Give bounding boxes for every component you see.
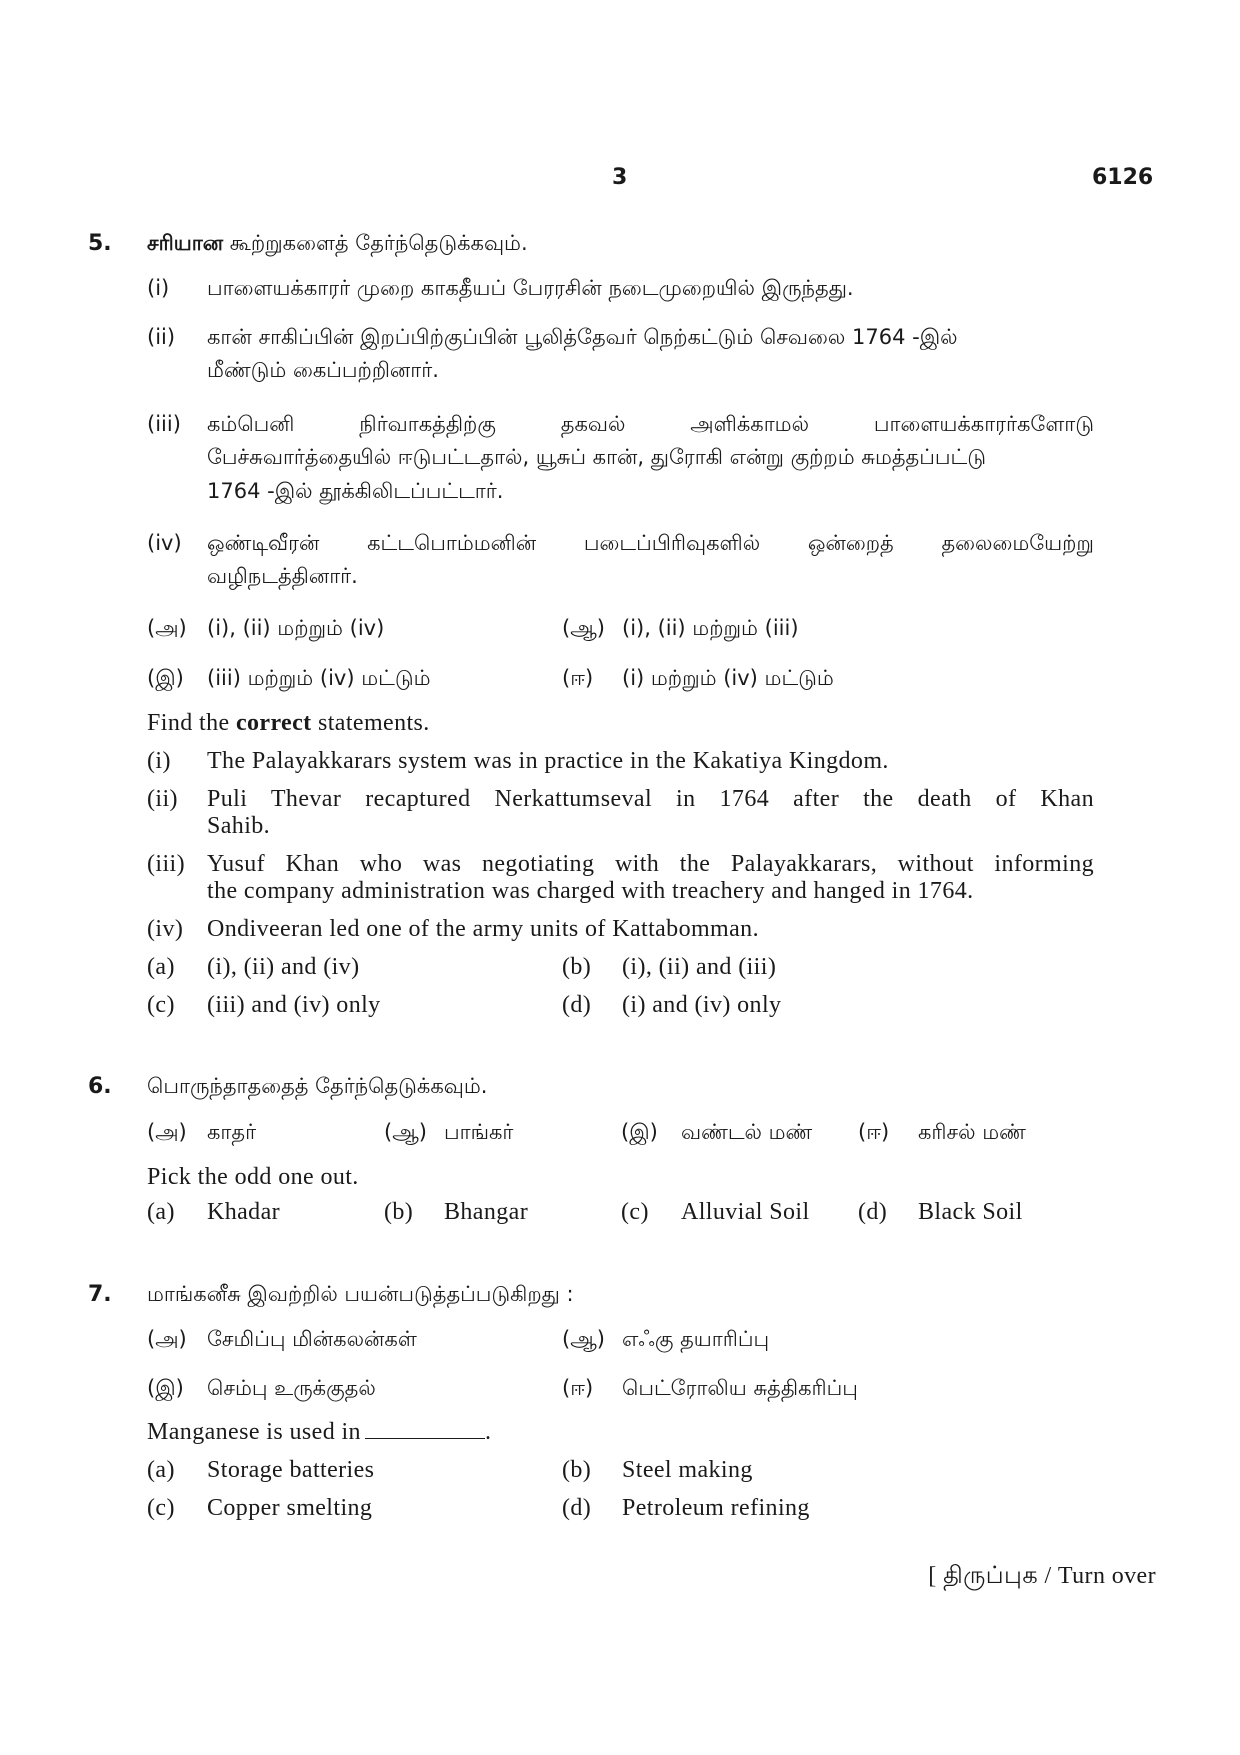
q6-ta-option-text: காதர்: [207, 1120, 257, 1144]
q7-en-option-text: Steel making: [622, 1457, 753, 1483]
q5-en-option-text: (i), (ii) and (iii): [622, 954, 777, 980]
q5-ta-option-label: (ஆ): [562, 616, 605, 640]
q5-en-option-label: (d): [562, 992, 592, 1018]
q5-ta-item-label: (i): [147, 276, 170, 300]
q6-ta-option-label: (இ): [621, 1120, 658, 1144]
q5-english-heading: [147, 710, 430, 737]
q5-en-item-text: Yusuf Khan who was negotiating with the Palayakkarars, without informing: [207, 851, 1094, 877]
q6-en-option-label: (d): [858, 1199, 888, 1225]
question-number-7: 7.: [88, 1282, 112, 1307]
q5-ta-option-text: (i), (ii) மற்றும் (iii): [622, 616, 799, 640]
q6-en-option-label: (a): [147, 1199, 175, 1225]
q5-ta-option-label: (ஈ): [562, 666, 594, 690]
question-number-5: 5.: [88, 231, 112, 256]
q7-tamil-heading: மாங்கனீசு இவற்றில் பயன்படுத்தப்படுகிறது :: [147, 1282, 574, 1306]
q7-en-option-text: Petroleum refining: [622, 1495, 810, 1521]
q5-en-option-text: (i), (ii) and (iv): [207, 954, 360, 980]
q5-en-item-text: Ondiveeran led one of the army units of Kattabomman.: [207, 916, 759, 942]
answer-blank: [365, 1437, 485, 1439]
q5-en-item-label: (i): [147, 748, 171, 774]
q5-ta-option-text: (i), (ii) மற்றும் (iv): [207, 616, 385, 640]
q5-ta-item-label: (iii): [147, 412, 181, 436]
q7-en-option-label: (a): [147, 1457, 175, 1483]
q7-en-option-label: (b): [562, 1457, 592, 1483]
q5-en-option-text: (iii) and (iv) only: [207, 992, 381, 1018]
q7-ta-option-label: (ஆ): [562, 1327, 605, 1351]
q6-en-option-label: (c): [621, 1199, 649, 1225]
q6-en-option-text: Black Soil: [918, 1199, 1023, 1225]
q7-en-option-text: Storage batteries: [207, 1457, 375, 1483]
q7-en-option-label: (d): [562, 1495, 592, 1521]
q5-ta-item-text: 1764 -இல் தூக்கிலிடப்பட்டார்.: [207, 479, 504, 503]
turn-over-footer: [ திருப்புக / Turn over: [928, 1563, 1156, 1589]
page-number: 3: [612, 165, 628, 190]
q7-en-option-label: (c): [147, 1495, 175, 1521]
q7-ta-option-text: சேமிப்பு மின்கலன்கள்: [207, 1327, 417, 1351]
q6-tamil-heading: பொருந்தாததைத் தேர்ந்தெடுக்கவும்.: [147, 1074, 488, 1098]
q7-english-heading-end: .: [484, 1419, 492, 1445]
q5-en-item-text: Sahib.: [207, 813, 271, 839]
q5-en-option-text: (i) and (iv) only: [622, 992, 782, 1018]
q7-en-option-text: Copper smelting: [207, 1495, 373, 1521]
q5-tamil-heading-text: கூற்றுகளைத் தேர்ந்தெடுக்கவும்.: [223, 231, 528, 255]
q5-en-option-label: (b): [562, 954, 592, 980]
q5-en-option-label: (a): [147, 954, 175, 980]
q5-en-item-label: (iii): [147, 851, 185, 877]
q6-ta-option-label: (ஆ): [384, 1120, 427, 1144]
q7-english-heading-text: Manganese is used in: [147, 1419, 361, 1445]
q5-tamil-heading-emphasis: சரியான: [147, 231, 224, 255]
q5-tamil-heading: [147, 231, 528, 258]
q5-ta-item-label: (iv): [147, 531, 182, 555]
q5-ta-option-label: (இ): [147, 666, 184, 690]
q5-en-item-text: Puli Thevar recaptured Nerkattumseval in 1764 after the death of Khan: [207, 786, 1094, 812]
q7-ta-option-label: (அ): [147, 1327, 187, 1351]
q5-ta-item-text: கான் சாகிப்பின் இறப்பிற்குப்பின் பூலித்தேவர் நெற்கட்டும் செவலை 1764 -இல்: [207, 325, 958, 349]
q5-ta-item-label: (ii): [147, 325, 176, 349]
q5-en-option-label: (c): [147, 992, 175, 1018]
q5-ta-option-label: (அ): [147, 616, 187, 640]
q5-en-item-text: the company administration was charged with treachery and hanged in 1764.: [207, 878, 974, 904]
paper-code: 6126: [1092, 165, 1154, 190]
q5-ta-item-text: வழிநடத்தினார்.: [207, 564, 358, 588]
q5-en-item-label: (ii): [147, 786, 178, 812]
q6-ta-option-label: (அ): [147, 1120, 187, 1144]
q6-ta-option-label: (ஈ): [858, 1120, 890, 1144]
q7-ta-option-text: பெட்ரோலிய சுத்திகரிப்பு: [622, 1376, 858, 1400]
q5-en-item-label: (iv): [147, 916, 184, 942]
q7-ta-option-label: (இ): [147, 1376, 184, 1400]
q6-en-option-text: Alluvial Soil: [681, 1199, 810, 1225]
q6-en-option-text: Bhangar: [444, 1199, 529, 1225]
question-number-6: 6.: [88, 1074, 112, 1099]
q5-ta-item-text: மீண்டும் கைப்பற்றினார்.: [207, 358, 439, 382]
q5-ta-option-text: (iii) மற்றும் (iv) மட்டும்: [207, 666, 431, 690]
q6-ta-option-text: கரிசல் மண்: [918, 1120, 1026, 1144]
q6-ta-option-text: பாங்கர்: [444, 1120, 514, 1144]
q6-english-heading: Pick the odd one out.: [147, 1164, 359, 1190]
q5-english-heading-emphasis: correct: [235, 710, 312, 736]
q6-en-option-text: Khadar: [207, 1199, 281, 1225]
q5-ta-item-text: பாளையக்காரர் முறை காகதீயப் பேரரசின் நடைமுறையில் இருந்தது.: [207, 276, 854, 300]
q7-english-heading: [147, 1419, 491, 1446]
q5-ta-item-text: பேச்சுவார்த்தையில் ஈடுபட்டதால், யூசுப் கான், துரோகி என்று குற்றம் சுமத்தப்பட்டு: [207, 445, 986, 469]
q6-en-option-label: (b): [384, 1199, 414, 1225]
q5-ta-item-text: கம்பெனி நிர்வாகத்திற்கு தகவல் அளிக்காமல் பாளையக்காரர்களோடு: [207, 412, 1094, 436]
q5-english-heading-post: statements.: [311, 710, 430, 736]
q5-english-heading-pre: Find the: [147, 710, 236, 736]
q5-ta-option-text: (i) மற்றும் (iv) மட்டும்: [622, 666, 834, 690]
q7-ta-option-label: (ஈ): [562, 1376, 594, 1400]
q6-ta-option-text: வண்டல் மண்: [681, 1120, 813, 1144]
q7-ta-option-text: செம்பு உருக்குதல்: [207, 1376, 376, 1400]
q5-ta-item-text: ஒண்டிவீரன் கட்டபொம்மனின் படைப்பிரிவுகளில் ஒன்றைத் தலைமையேற்று: [207, 531, 1094, 555]
q5-en-item-text: The Palayakkarars system was in practice in the Kakatiya Kingdom.: [207, 748, 889, 774]
q7-ta-option-text: எஃகு தயாரிப்பு: [622, 1327, 770, 1351]
